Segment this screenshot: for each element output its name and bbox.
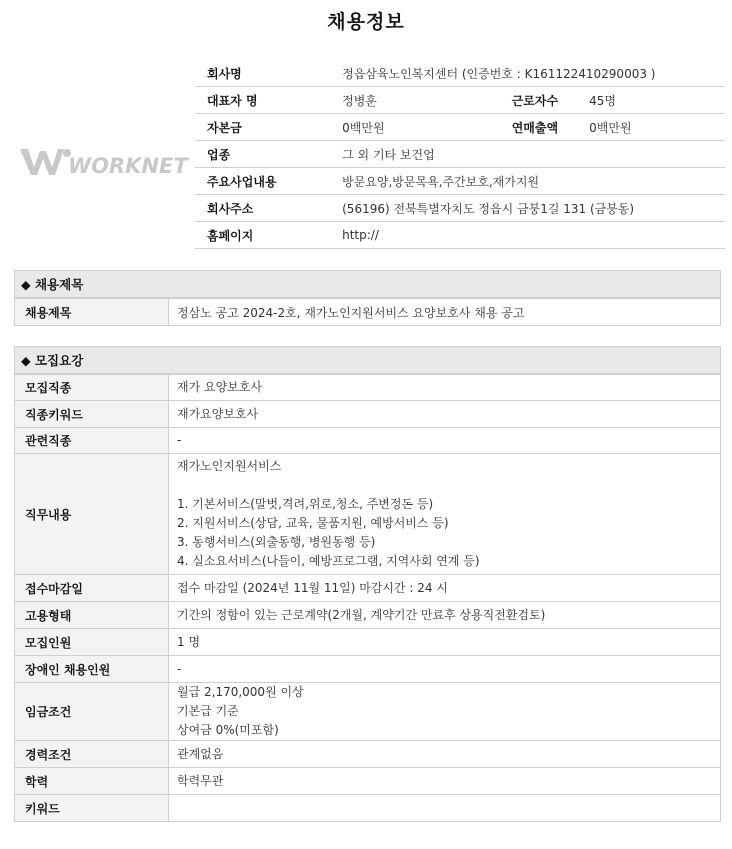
requirement-value <box>169 795 721 822</box>
requirements-row <box>15 768 721 795</box>
requirements-header: ◆ 모집요강 <box>14 346 721 374</box>
requirement-value <box>169 575 721 602</box>
requirement-value <box>169 741 721 768</box>
requirement-label: 장애인 채용인원 <box>15 656 169 683</box>
requirements-row <box>15 375 721 401</box>
industry-value: 그 외 기타 보건업 <box>330 141 725 168</box>
requirement-label: 접수마감일 <box>15 575 169 602</box>
requirement-value-line: 4. 실소요서비스(나들이, 예방프로그램, 지역사회 연계 등) <box>177 554 480 568</box>
ceo-value: 정병훈 <box>330 87 512 114</box>
employees-value: 45명 <box>577 87 725 114</box>
company-row-ceo <box>195 87 725 114</box>
employees-label: 근로자수 <box>512 87 577 114</box>
requirement-value-line: 2. 지원서비스(상담, 교육, 물품지원, 예방서비스 등) <box>177 516 449 530</box>
capital-value: 0백만원 <box>330 114 512 141</box>
requirement-label: 직무내용 <box>15 454 169 575</box>
requirement-value-line: 관계없음 <box>177 746 224 761</box>
capital-label: 자본금 <box>195 114 330 141</box>
company-info-table <box>195 60 725 249</box>
requirements-row <box>15 454 721 575</box>
homepage-label: 홈페이지 <box>195 222 330 249</box>
requirement-label: 모집인원 <box>15 629 169 656</box>
requirement-label: 학력 <box>15 768 169 795</box>
requirement-value-line: 1 명 <box>177 634 201 649</box>
requirements-row <box>15 741 721 768</box>
requirement-value-line: - <box>177 433 182 447</box>
requirement-value <box>169 375 721 401</box>
requirement-value-line: 기간의 정함이 있는 근로계약(2개월, 계약기간 만료후 상용직전환검토) <box>177 607 546 622</box>
requirements-row <box>15 602 721 629</box>
requirement-value-line <box>177 799 720 818</box>
requirements-row <box>15 795 721 822</box>
requirement-value-line <box>177 476 720 495</box>
requirement-label: 경력조건 <box>15 741 169 768</box>
requirement-value-line: - <box>177 661 182 676</box>
worknet-logo <box>18 143 188 181</box>
company-row-name <box>195 60 725 87</box>
recruit-title-section <box>14 270 721 326</box>
requirement-value <box>169 768 721 795</box>
requirements-section <box>14 346 721 822</box>
requirement-label: 직종키워드 <box>15 401 169 428</box>
requirements-row <box>15 629 721 656</box>
requirements-row <box>15 401 721 428</box>
requirement-value <box>169 401 721 428</box>
company-row-business <box>195 168 725 195</box>
company-name-label: 회사명 <box>195 60 330 87</box>
requirement-label: 고용형태 <box>15 602 169 629</box>
requirement-value <box>169 656 721 683</box>
requirement-value-line: 기본급 기준 <box>177 704 239 718</box>
requirement-label: 임금조건 <box>15 683 169 741</box>
requirement-value <box>169 629 721 656</box>
requirement-value-line: 3. 동행서비스(외출동행, 병원동행 등) <box>177 535 376 549</box>
requirement-value <box>169 602 721 629</box>
requirement-label: 관련직종 <box>15 428 169 454</box>
requirement-label: 키워드 <box>15 795 169 822</box>
address-label: 회사주소 <box>195 195 330 222</box>
address-value: (56196) 전북특별자치도 정읍시 금붕1길 131 (금붕동) <box>330 195 725 222</box>
requirement-value-line: 상여금 0%(미포함) <box>177 723 279 737</box>
recruit-title-header: ◆ 채용제목 <box>14 270 721 298</box>
business-label: 주요사업내용 <box>195 168 330 195</box>
requirements-row <box>15 656 721 683</box>
business-value: 방문요양,방문목욕,주간보호,재가지원 <box>330 168 725 195</box>
recruit-title-table <box>14 298 721 326</box>
ceo-label: 대표자 명 <box>195 87 330 114</box>
sales-label: 연매출액 <box>512 114 577 141</box>
requirements-row <box>15 683 721 741</box>
recruit-title-value: 정삼노 공고 2024-2호, 재가노인지원서비스 요양보호사 채용 공고 <box>169 299 721 326</box>
requirement-value-line: 월급 2,170,000원 이상 <box>177 685 304 699</box>
homepage-link[interactable]: http:// <box>330 222 725 249</box>
requirement-value-line: 재가노인지원서비스 <box>177 459 282 473</box>
page-title: 채용정보 <box>327 11 405 33</box>
sales-value: 0백만원 <box>577 114 725 141</box>
requirement-value-line: 1. 기본서비스(말벗,격려,위로,청소, 주변정돈 등) <box>177 497 434 511</box>
requirements-row <box>15 575 721 602</box>
company-row-address <box>195 195 725 222</box>
logo-text: WORKNET <box>68 154 188 178</box>
requirement-value <box>169 428 721 454</box>
company-row-capital <box>195 114 725 141</box>
company-name-value: 정읍삼육노인복지센터 (인증번호 : K161122410290003 ) <box>330 60 725 87</box>
requirement-value <box>169 683 721 741</box>
requirement-value-line: 재가 요양보호사 <box>177 380 262 394</box>
industry-label: 업종 <box>195 141 330 168</box>
company-row-homepage <box>195 222 725 249</box>
requirement-value-line: 재가요양보호사 <box>177 406 259 421</box>
requirement-label: 모집직종 <box>15 375 169 401</box>
company-row-industry <box>195 141 725 168</box>
requirement-value-line: 접수 마감일 (2024년 11월 11일) 마감시간 : 24 시 <box>177 580 448 595</box>
requirements-row <box>15 428 721 454</box>
requirement-value-line: 학력무관 <box>177 773 224 788</box>
requirements-table <box>14 374 721 822</box>
requirement-value <box>169 454 721 575</box>
recruit-title-label: 채용제목 <box>15 299 169 326</box>
